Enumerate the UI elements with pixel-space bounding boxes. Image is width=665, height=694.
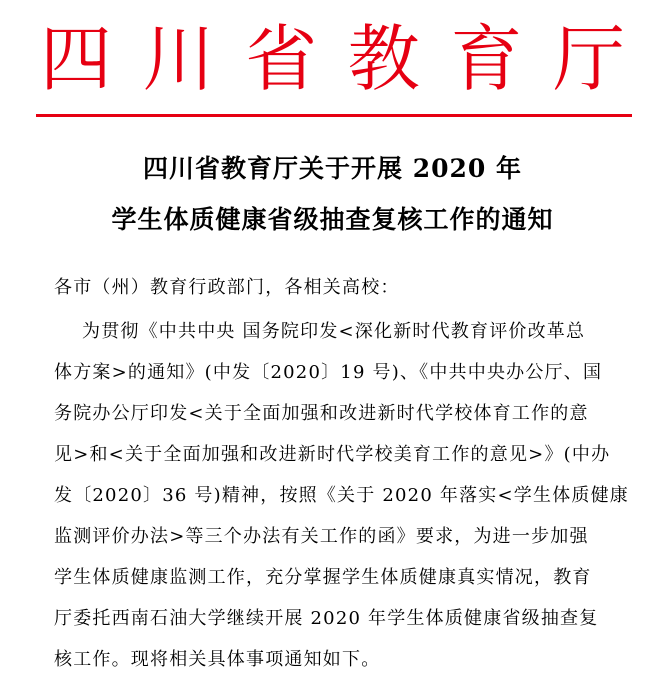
body-paragraph-line: 核工作。现将相关具体事项通知如下。 (54, 649, 381, 670)
body-paragraph-line: 为贯彻《中共中央 国务院印发<深化新时代教育评价改革总 (82, 321, 586, 342)
body-paragraph-line: 发〔2020〕36 号)精神，按照《关于 2020 年落实<学生体质健康 (54, 485, 629, 506)
document-title-line-1: 四川省教育厅关于开展 2020 年 (143, 154, 522, 183)
issuing-organization-name (40, 16, 625, 102)
document-title-line-2: 学生体质健康省级抽查复核工作的通知 (111, 205, 554, 234)
org-name-char: 四 (40, 17, 113, 101)
letterhead (0, 8, 665, 114)
letterhead-red-rule (36, 114, 632, 117)
org-name-char: 教 (347, 17, 420, 101)
body-paragraph-line: 体方案>的通知》(中发〔2020〕19 号)、《中共中央办公厅、国 (54, 362, 603, 383)
org-name-char: 厅 (552, 17, 625, 101)
body-paragraph-line: 厅委托西南石油大学继续开展 2020 年学生体质健康省级抽查复 (54, 608, 599, 629)
org-name-char: 川 (142, 17, 215, 101)
body-paragraph-line: 学生体质健康监测工作，充分掌握学生体质健康真实情况，教育 (54, 567, 592, 588)
body-paragraph-line: 见>和<关于全面加强和改进新时代学校美育工作的意见>》(中办 (54, 444, 611, 465)
salutation: 各市（州）教育行政部门，各相关高校： (54, 277, 400, 298)
org-name-char: 育 (450, 17, 523, 101)
body-paragraph-line: 务院办公厅印发<关于全面加强和改进新时代学校体育工作的意 (54, 403, 589, 424)
org-name-char: 省 (245, 17, 318, 101)
body-paragraph-line: 监测评价办法>等三个办法有关工作的函》要求，为进一步加强 (54, 526, 589, 547)
